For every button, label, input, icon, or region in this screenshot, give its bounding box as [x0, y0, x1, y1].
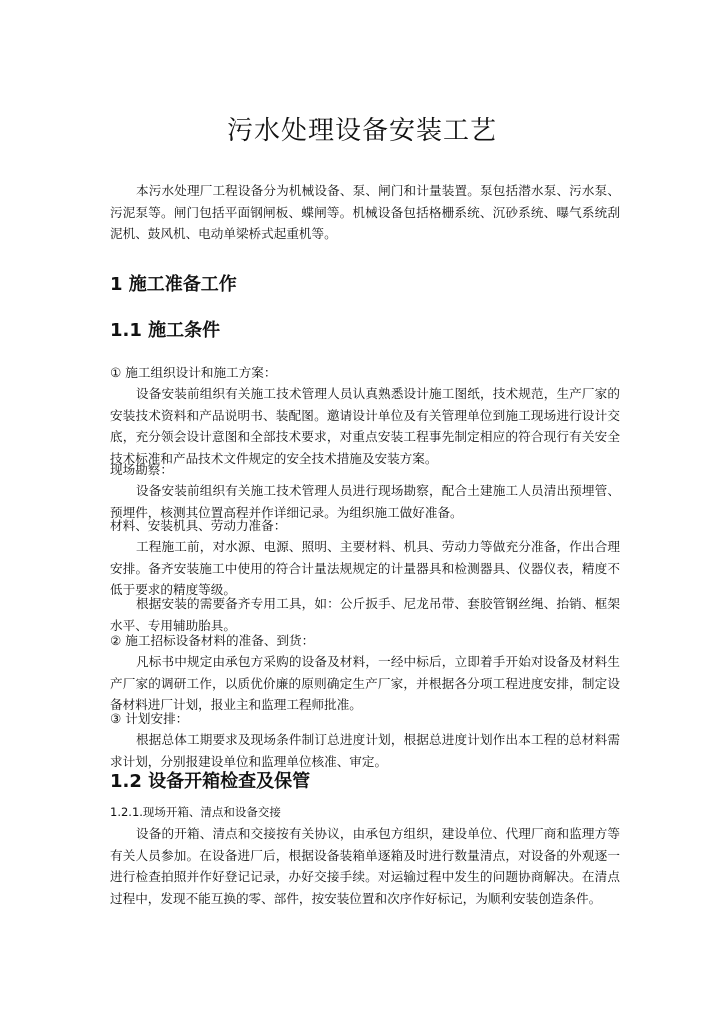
- section-1-1-heading: 1.1 施工条件: [110, 320, 221, 341]
- section-1-2-1-heading: 1.2.1.现场开箱、清点和设备交接: [110, 805, 281, 819]
- item-3-label: ③ 计划安排：: [110, 711, 189, 726]
- item-1-label: ① 施工组织设计和施工方案：: [110, 365, 277, 380]
- paragraph-site-survey: 设备安装前组织有关施工技术管理人员进行现场勘察，配合土建施工人员清出预埋管、预埋件，核测其位置高程并作详细记录。为组织施工做好准备。: [110, 483, 620, 520]
- section-1-2-heading: 1.2 设备开箱检查及保管: [110, 771, 311, 792]
- paragraph-schedule: 根据总体工期要求及现场条件制订总进度计划，根据总进度计划作出本工程的总材料需求计划，分别报建设单位和监理单位核准、审定。: [110, 732, 620, 769]
- paragraph-unpacking: 设备的开箱、清点和交接按有关协议，由承包方组织，建设单位、代理厂商和监理方等有关人员参加。在设备进厂后，根据设备装箱单逐箱及时进行数量清点，对设备的外观逐一进行检查拍照并作好登记记录，办好交接手续。对运输过程中发生的问题协商解决。在清点过程中，发现不能互换的零、部件，按安装位置和次序作好标记，为顺利安装创造条件。: [110, 826, 620, 906]
- document-title: 污水处理设备安装工艺: [226, 116, 497, 146]
- paragraph-tools: 根据安装的需要备齐专用工具，如：公斤扳手、尼龙吊带、套胶管钢丝绳、抬销、框架水平、专用辅助胎具。: [110, 596, 620, 633]
- item-2-label: ② 施工招标设备材料的准备、到货：: [110, 633, 315, 648]
- paragraph-materials: 工程施工前，对水源、电源、照明、主要材料、机具、劳动力等做充分准备，作出合理安排。备齐安装施工中使用的符合计量法规规定的计量器具和检测器具、仪器仪表，精度不低于要求的精度等级。: [110, 539, 620, 597]
- label-materials: 材料、安装机具、劳动力准备：: [110, 518, 287, 533]
- section-1-heading: 1 施工准备工作: [110, 274, 237, 295]
- intro-paragraph: 本污水处理厂工程设备分为机械设备、泵、闸门和计量装置。泵包括潜水泵、污水泵、污泥泵等。闸门包括平面钢闸板、蝶闸等。机械设备包括格栅系统、沉砂系统、曝气系统刮泥机、鼓风机、电动单梁桥式起重机等。: [110, 183, 620, 241]
- paragraph-procurement: 凡标书中规定由承包方采购的设备及材料，一经中标后，立即着手开始对设备及材料生产厂家的调研工作，以质优价廉的原则确定生产厂家，并根据各分项工程进度安排，制定设备材料进厂计划，报业主和监理工程师批准。: [110, 654, 620, 712]
- paragraph-design-plan: 设备安装前组织有关施工技术管理人员认真熟悉设计施工图纸，技术规范，生产厂家的安装技术资料和产品说明书、装配图。邀请设计单位及有关管理单位到施工现场进行设计交底，充分领会设计意图和全部技术要求，对重点安装工程事先制定相应的符合现行有关安全技术标准和产品技术文件规定的安全技术措施及安装方案。: [110, 386, 620, 466]
- label-site-survey: 现场勘察：: [110, 462, 173, 477]
